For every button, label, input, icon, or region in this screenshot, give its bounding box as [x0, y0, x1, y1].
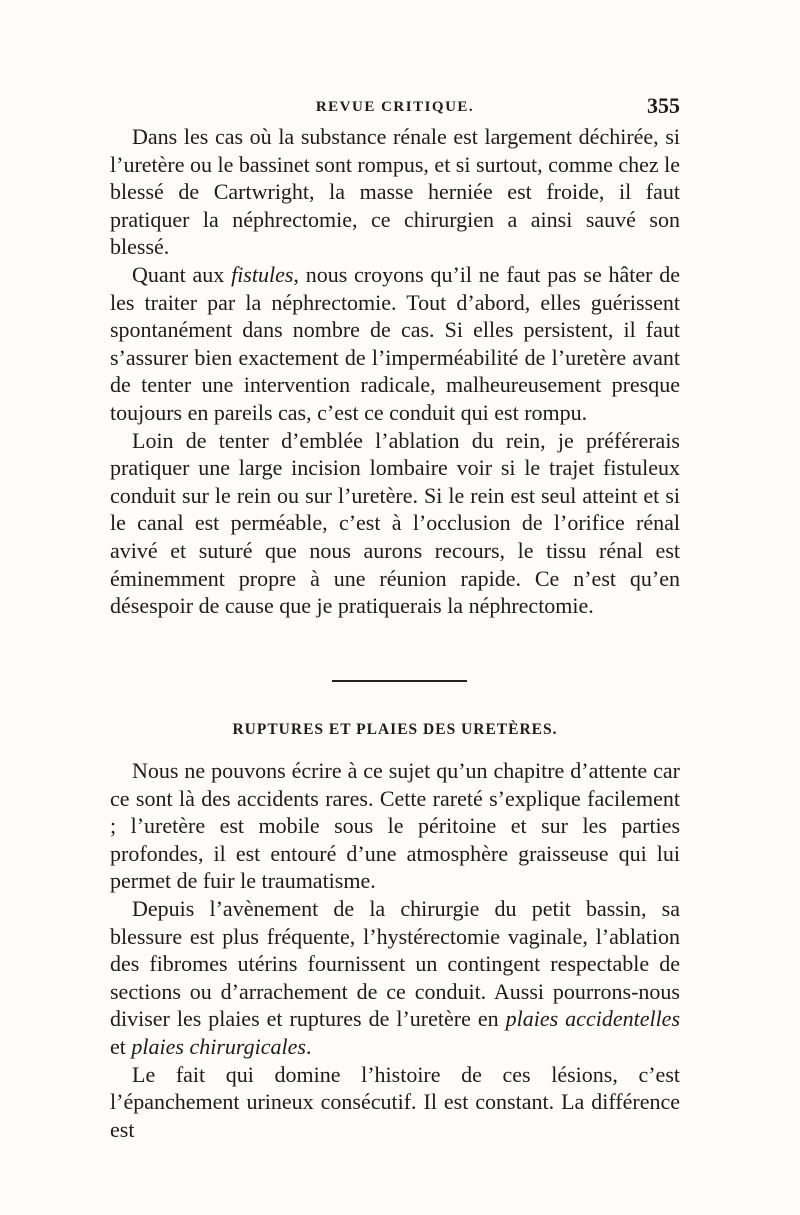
- italic-term: plaies chirurgicales: [131, 1033, 306, 1059]
- paragraph: Le fait qui domine l’histoire de ces lésions, c’est l’épanchement urineux consécutif. Il est constant. La différence est: [110, 1061, 680, 1142]
- paragraph: Dans les cas où la substance rénale est largement déchirée, si l’uretère ou le bassinet sont rompus, et si surtout, comme chez le blessé de Cartwright, la masse herniée est froide, il faut pratiquer la néphrectomie, ce chirurgien a ainsi sauvé son blessé.: [110, 124, 681, 260]
- italic-term: plaies accidentelles: [505, 1006, 681, 1032]
- text-span: , nous croyons qu’il ne faut pas se hâter de les traiter par la néphrectomie. Tout d’abord, elles guérissent spontanément dans nombre de cas. Si elles persistent, il faut s’assurer bien exactement de l’imperméabilité de l’uretère avant de tenter une intervention radicale, malheureusement presque toujours en pareils cas, c’est ce conduit qui est rompu.: [110, 261, 680, 425]
- section-2-text: [110, 757, 680, 1143]
- section-1-text: [110, 123, 680, 620]
- section-divider: [332, 680, 467, 682]
- paragraph: [110, 895, 680, 1061]
- running-head: REVUE CRITIQUE.: [315, 99, 475, 115]
- italic-term: fistules: [231, 261, 294, 287]
- page-header: [110, 93, 680, 121]
- text-span: Quant aux: [132, 261, 232, 287]
- paragraph: Nous ne pouvons écrire à ce sujet qu’un chapitre d’attente car ce sont là des accidents rares. Cette rareté s’explique facilement ; l’uretère est mobile sous le péritoine et sur les parties profondes, il est entouré d’une atmosphère graisseuse qui lui permet de fuir le traumatisme.: [110, 758, 680, 894]
- page-number: 355: [647, 93, 680, 118]
- text-span: et: [110, 1033, 132, 1059]
- text-span: .: [305, 1033, 312, 1059]
- section-title: RUPTURES ET PLAIES DES URETÈRES.: [232, 721, 558, 738]
- paragraph: [110, 261, 680, 427]
- text-span: Depuis l’avènement de la chirurgie du petit bassin, sa blessure est plus fréquente, l’hystérectomie vaginale, l’ablation des fibromes utérins fournissent un contingent respectable de sections ou d’arrachement de ce conduit. Aussi pourrons-nous diviser les plaies et ruptures de l’uretère en: [110, 895, 680, 1032]
- paragraph: Loin de tenter d’emblée l’ablation du rein, je préférerais pratiquer une large incision lombaire voir si le trajet fistuleux conduit sur le rein ou sur l’uretère. Si le rein est seul atteint et si le canal est perméable, c’est à l’occlusion de l’orifice rénal avivé et suturé que nous aurons recours, le tissu rénal est éminemment propre à une réunion rapide. Ce n’est qu’en désespoir de cause que je pratiquerais la néphrectomie.: [110, 427, 680, 619]
